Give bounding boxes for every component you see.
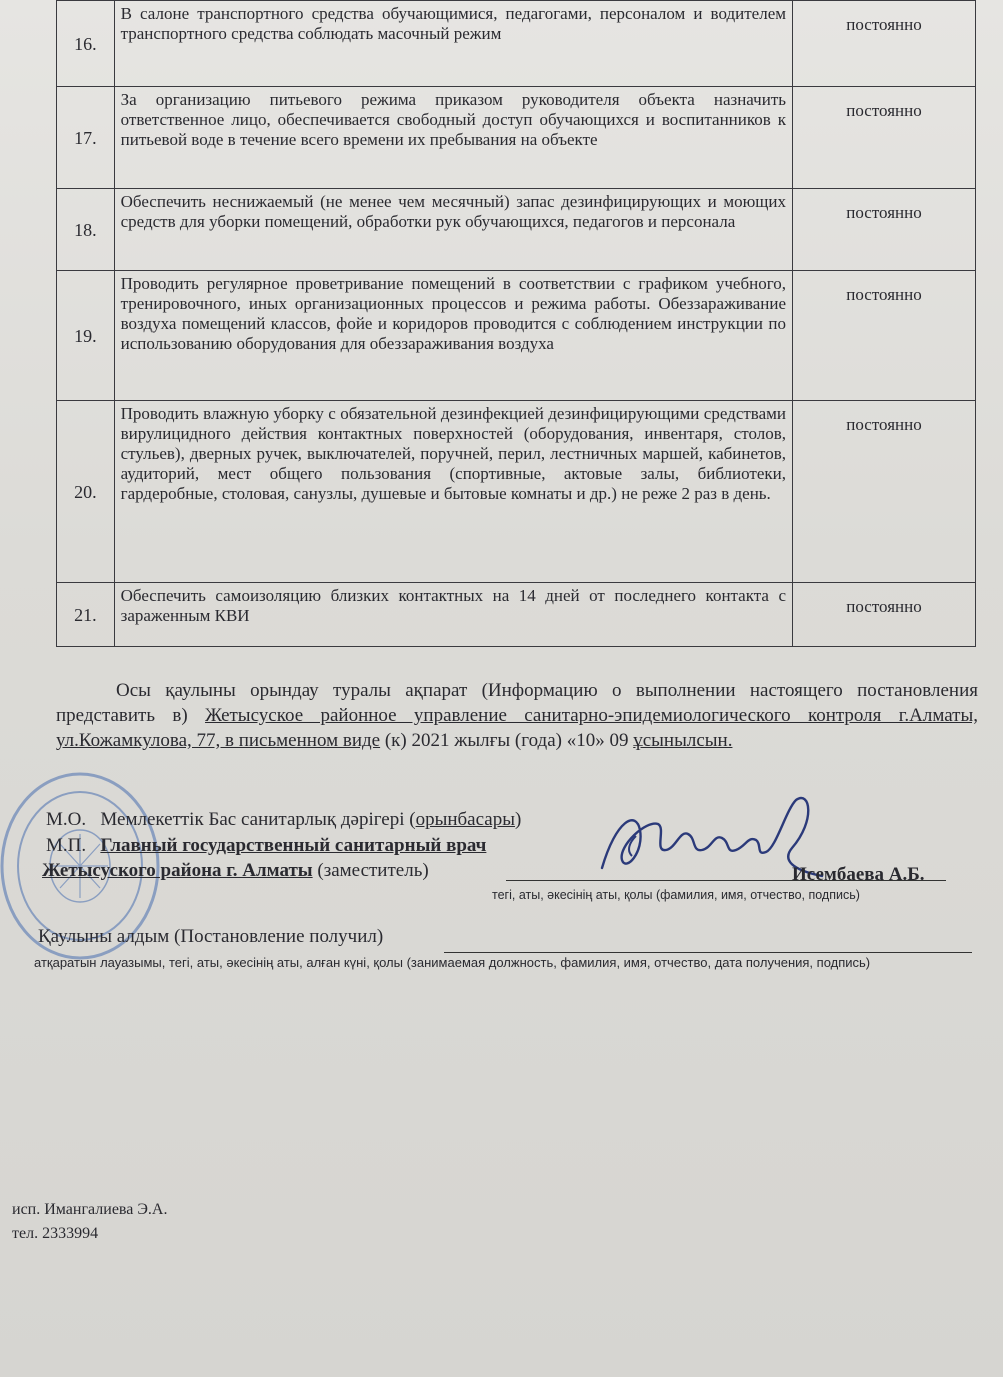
executor-block bbox=[12, 1198, 167, 1246]
deputy-label: (заместитель) bbox=[312, 860, 429, 881]
info-addressee: Жетысуское районное управление санитарно-эпидемиологического контроля г.Алматы, ул.Кожамкулова, 77, в письменном виде bbox=[56, 705, 978, 751]
mp-line bbox=[46, 834, 486, 858]
row-number: 16. bbox=[57, 1, 115, 87]
row-term: постоянно bbox=[793, 87, 976, 189]
row-action: Проводить регулярное проветривание помещений в соответствии с графиком учебного, тренировочного, иных организационных процессов и режима работы. Обеззараживание воздуха помещений классов, фойе и коридоров проводится с соблюдением инструкции по использованию оборудования для обеззараживания воздуха bbox=[114, 271, 792, 401]
signatory-name: Исембаева А.Б. bbox=[792, 864, 925, 885]
received-line bbox=[444, 952, 972, 953]
row-action: В салоне транспортного средства обучающимися, педагогами, персоналом и водителем транспортного средства соблюдать масочный режим bbox=[114, 1, 792, 87]
row-term: постоянно bbox=[793, 271, 976, 401]
table-row bbox=[57, 271, 976, 401]
kz-title-deputy: орынбасары bbox=[415, 809, 515, 830]
execution-info-paragraph bbox=[56, 678, 978, 753]
raion-name: Жетысуского района г. Алматы bbox=[42, 860, 313, 881]
row-term: постоянно bbox=[793, 401, 976, 583]
received-label: Қаулыны алдым (Постановление получил) bbox=[38, 926, 384, 947]
signature-caption: тегі, аты, әкесінің аты, қолы (фамилия, имя, отчество, подпись) bbox=[492, 888, 860, 902]
row-number: 18. bbox=[57, 189, 115, 271]
row-number: 17. bbox=[57, 87, 115, 189]
kz-title-close: ) bbox=[514, 809, 522, 830]
received-caption: атқаратын лауазымы, тегі, аты, әкесінің аты, алған күні, қолы (занимаемая должность, фамилия, имя, отчество, дата получения, подпись) bbox=[34, 955, 871, 970]
row-action: Обеспечить самоизоляцию близких контактных на 14 дней от последнего контакта с зараженным КВИ bbox=[114, 583, 792, 647]
raion-line bbox=[42, 859, 429, 883]
row-number: 20. bbox=[57, 401, 115, 583]
row-action: Проводить влажную уборку с обязательной дезинфекцией дезинфицирующими средствами вирулицидного действия контактных поверхностей (оборудования, инвентаря, столов, стульев), дверных ручек, выключателей, поручней, перил, лестничных маршей, кабинетов, аудиторий, мест общего пользования (спортивные, актовые залы, библиотеки, гардеробные, столовая, санузлы, душевые и бытовые комнаты и др.) не реже 2 раз в день. bbox=[114, 401, 792, 583]
mo-line bbox=[46, 808, 521, 832]
table-row bbox=[57, 189, 976, 271]
row-term: постоянно bbox=[793, 189, 976, 271]
ru-title: Главный государственный санитарный врач bbox=[100, 835, 487, 856]
row-number: 21. bbox=[57, 583, 115, 647]
row-number: 19. bbox=[57, 271, 115, 401]
table-row bbox=[57, 87, 976, 189]
table-row bbox=[57, 1, 976, 87]
row-action: Обеспечить неснижаемый (не менее чем месячный) запас дезинфицирующих и моющих средств для уборки помещений, обработки рук обучающихся, педагогов и персонала bbox=[114, 189, 792, 271]
row-term: постоянно bbox=[793, 583, 976, 647]
measures-table bbox=[56, 0, 976, 647]
executor-name: исп. Имангалиева Э.А. bbox=[12, 1201, 168, 1218]
executor-phone: тел. 2333994 bbox=[12, 1225, 99, 1242]
info-lead: Осы қаулыны орындау туралы ақпарат (Информацию о выполнении настоящего постановления представить в) bbox=[56, 680, 978, 726]
mo-label: М.О. bbox=[46, 809, 87, 830]
kz-title: Мемлекеттік Бас санитарлық дәрігері ( bbox=[100, 809, 416, 830]
table-row bbox=[57, 401, 976, 583]
table-row bbox=[57, 583, 976, 647]
mp-label: М.П. bbox=[46, 835, 87, 856]
info-tail: ұсынылсын. bbox=[633, 730, 733, 751]
row-term: постоянно bbox=[793, 1, 976, 87]
row-action: За организацию питьевого режима приказом руководителя объекта назначить ответственное лицо, обеспечивается свободный доступ обучающихся и воспитанников к питьевой воде в течение всего времени их пребывания на объекте bbox=[114, 87, 792, 189]
info-date: (к) 2021 жылғы (года) «10» 09 bbox=[380, 730, 629, 751]
